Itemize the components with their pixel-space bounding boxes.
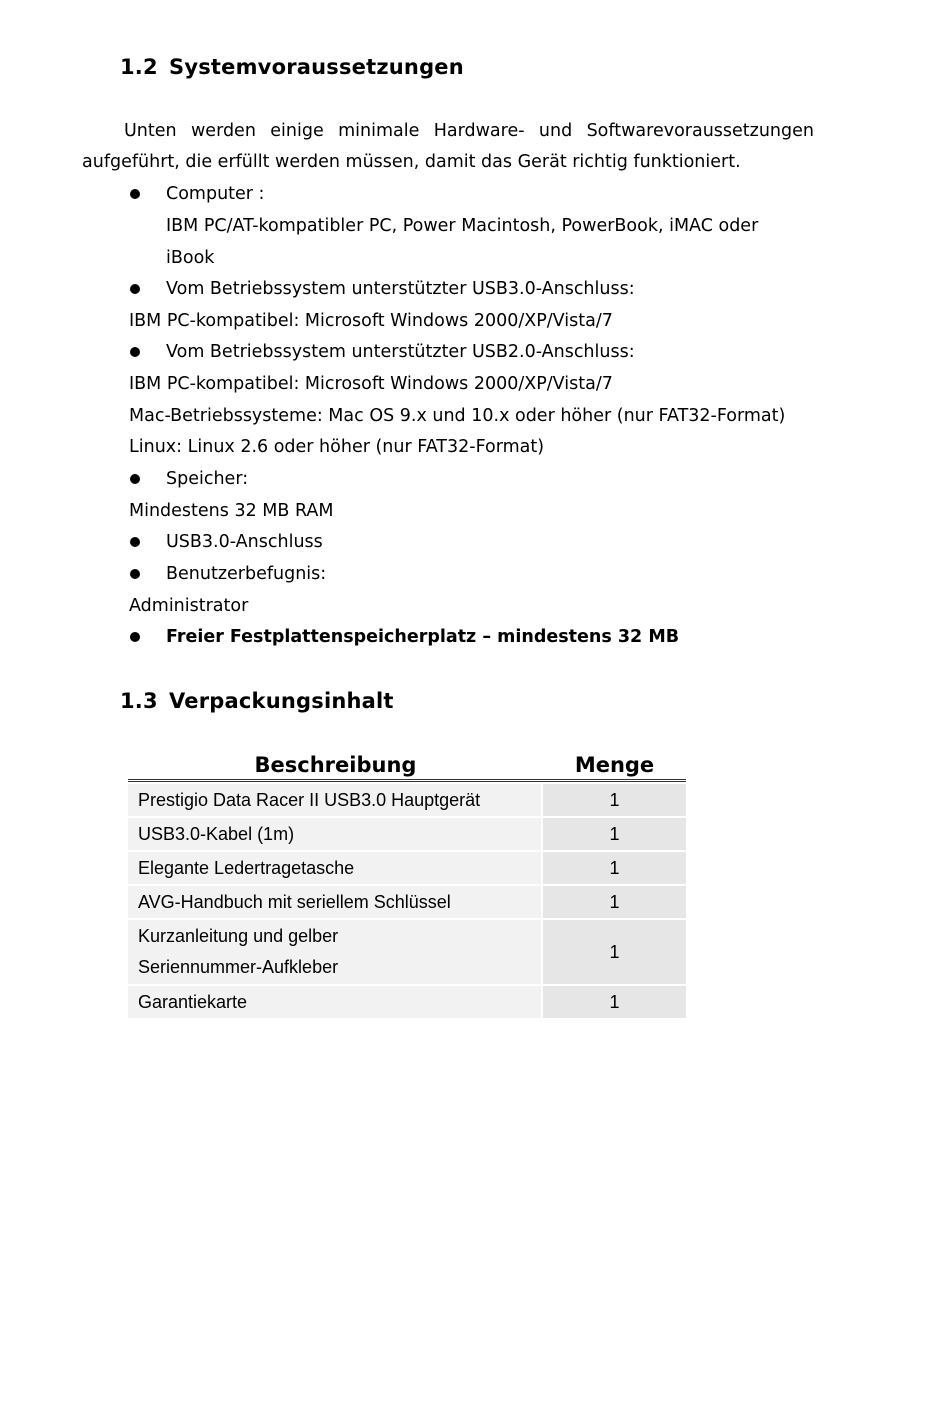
usb3-port: USB3.0-Anschluss — [166, 532, 323, 552]
intro-word: und — [538, 121, 573, 141]
row-description: Prestigio Data Racer II USB3.0 Hauptgerät — [128, 782, 543, 818]
table-header-row — [128, 750, 686, 782]
row-description-line: Seriennummer-Aufkleber — [138, 957, 339, 977]
computer-line-1: IBM PC/AT-kompatibler PC, Power Macintosh, PowerBook, iMAC oder — [166, 216, 759, 236]
usb2-label: Vom Betriebssystem unterstützter USB2.0-Anschluss: — [166, 342, 635, 362]
row-quantity: 1 — [543, 852, 686, 886]
usb2-mac: Mac-Betriebssysteme: Mac OS 9.x und 10.x oder höher (nur FAT32-Format) — [129, 406, 786, 426]
table-row — [128, 818, 686, 852]
table-row — [128, 782, 686, 818]
row-quantity: 1 — [543, 986, 686, 1020]
bullet-icon — [130, 284, 140, 294]
row-description: Elegante Ledertragetasche — [128, 852, 543, 886]
row-quantity: 1 — [543, 920, 686, 986]
row-description: USB3.0-Kabel (1m) — [128, 818, 543, 852]
bullet-icon — [130, 474, 140, 484]
row-quantity: 1 — [543, 782, 686, 818]
table-row — [128, 986, 686, 1020]
intro-word: Unten — [124, 121, 177, 141]
usb3-ibm: IBM PC-kompatibel: Microsoft Windows 2000/XP/Vista/7 — [129, 311, 613, 331]
table-row — [128, 852, 686, 886]
computer-line-2: iBook — [166, 248, 215, 268]
section-1-2-heading — [120, 55, 464, 79]
row-description-line: Kurzanleitung und gelber — [138, 926, 339, 946]
bullet-icon — [130, 189, 140, 199]
rights-label: Benutzerbefugnis: — [166, 564, 327, 584]
section-1-3-heading — [120, 689, 394, 713]
rights-value: Administrator — [129, 596, 249, 616]
intro-word: Softwarevoraussetzungen — [586, 121, 814, 141]
disk-space: Freier Festplattenspeicherplatz – mindestens 32 MB — [166, 627, 680, 647]
row-description: AVG-Handbuch mit seriellem Schlüssel — [128, 886, 543, 920]
intro-line-1 — [124, 120, 814, 142]
bullet-icon — [130, 569, 140, 579]
header-quantity: Menge — [543, 750, 686, 782]
row-quantity: 1 — [543, 818, 686, 852]
usb3-label: Vom Betriebssystem unterstützter USB3.0-Anschluss: — [166, 279, 635, 299]
row-description: Garantiekarte — [128, 986, 543, 1020]
intro-line-2: aufgeführt, die erfüllt werden müssen, damit das Gerät richtig funktioniert. — [82, 152, 741, 172]
table-row — [128, 920, 686, 986]
bullet-icon — [130, 537, 140, 547]
row-quantity: 1 — [543, 886, 686, 920]
memory-label: Speicher: — [166, 469, 249, 489]
row-description — [128, 920, 543, 986]
package-contents-table — [128, 750, 686, 1020]
bullet-icon — [130, 632, 140, 642]
intro-word: minimale — [338, 121, 420, 141]
computer-label: Computer : — [166, 184, 265, 204]
usb2-linux: Linux: Linux 2.6 oder höher (nur FAT32-Format) — [129, 437, 545, 457]
section-title: Systemvoraussetzungen — [169, 55, 464, 79]
section-number: 1.2 — [120, 55, 158, 79]
header-description: Beschreibung — [128, 750, 543, 782]
intro-word: werden — [190, 121, 256, 141]
intro-word: Hardware- — [433, 121, 525, 141]
table-row — [128, 886, 686, 920]
bullet-icon — [130, 347, 140, 357]
memory-value: Mindestens 32 MB RAM — [129, 501, 334, 521]
intro-word: einige — [270, 121, 324, 141]
section-title: Verpackungsinhalt — [169, 689, 394, 713]
usb2-ibm: IBM PC-kompatibel: Microsoft Windows 2000/XP/Vista/7 — [129, 374, 613, 394]
section-number: 1.3 — [120, 689, 158, 713]
